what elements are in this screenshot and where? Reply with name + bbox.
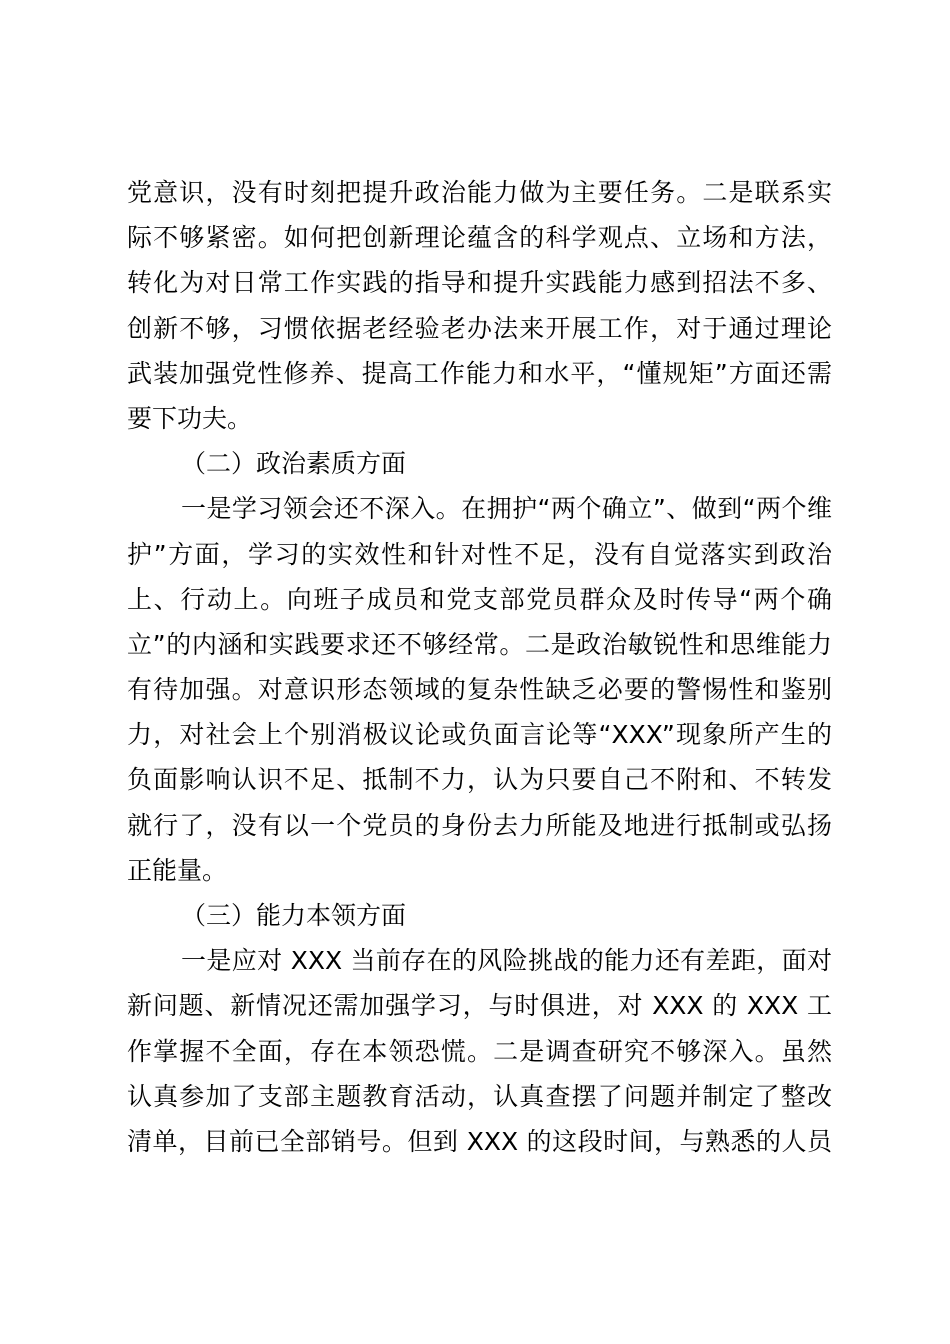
- text-line: 转化为对日常工作实践的指导和提升实践能力感到招法不多、: [127, 268, 832, 298]
- text-line: 护”方面，学习的实效性和针对性不足，没有自觉落实到政治: [127, 539, 832, 569]
- text-line: 创新不够，习惯依据老经验老办法来开展工作，对于通过理论: [127, 313, 832, 343]
- text-line: 新问题、新情况还需加强学习，与时俱进，对 XXX 的 XXX 工: [127, 991, 832, 1021]
- text-line: 作掌握不全面，存在本领恐慌。二是调查研究不够深入。虽然: [127, 1036, 832, 1066]
- text-line: 正能量。: [127, 855, 228, 885]
- text-line: 清单，目前已全部销号。但到 XXX 的这段时间，与熟悉的人员: [127, 1126, 832, 1156]
- paragraph-capability: [127, 938, 832, 1164]
- text-line: 力，对社会上个别消极议论或负面言论等“XXX”现象所产生的: [127, 720, 832, 750]
- paragraph-party-awareness: [127, 170, 832, 441]
- text-line: 际不够紧密。如何把创新理论蕴含的科学观点、立场和方法，: [127, 223, 832, 253]
- text-line: 认真参加了支部主题教育活动，认真查摆了问题并制定了整改: [127, 1081, 832, 1111]
- section-heading-political-quality: （二）政治素质方面: [181, 449, 407, 479]
- text-line: 要下功夫。: [127, 403, 253, 433]
- text-line: 一是学习领会还不深入。在拥护“两个确立”、做到“两个维: [181, 494, 832, 524]
- paragraph-political-quality: [127, 486, 832, 893]
- text-line: 有待加强。对意识形态领域的复杂性缺乏必要的警惕性和鉴别: [127, 675, 832, 705]
- text-line: 一是应对 XXX 当前存在的风险挑战的能力还有差距，面对: [181, 946, 832, 976]
- document-body: [127, 170, 832, 1164]
- text-line: 武装加强党性修养、提高工作能力和水平，“懂规矩”方面还需: [127, 358, 832, 388]
- text-line: 上、行动上。向班子成员和党支部党员群众及时传导“两个确: [127, 584, 832, 614]
- section-heading-capability: （三）能力本领方面: [181, 901, 407, 930]
- text-line: 负面影响认识不足、抵制不力，认为只要自己不附和、不转发: [127, 765, 832, 795]
- text-line: 就行了，没有以一个党员的身份去力所能及地进行抵制或弘扬: [127, 810, 832, 840]
- text-line: 党意识，没有时刻把提升政治能力做为主要任务。二是联系实: [127, 178, 832, 207]
- text-line: 立”的内涵和实践要求还不够经常。二是政治敏锐性和思维能力: [127, 629, 832, 659]
